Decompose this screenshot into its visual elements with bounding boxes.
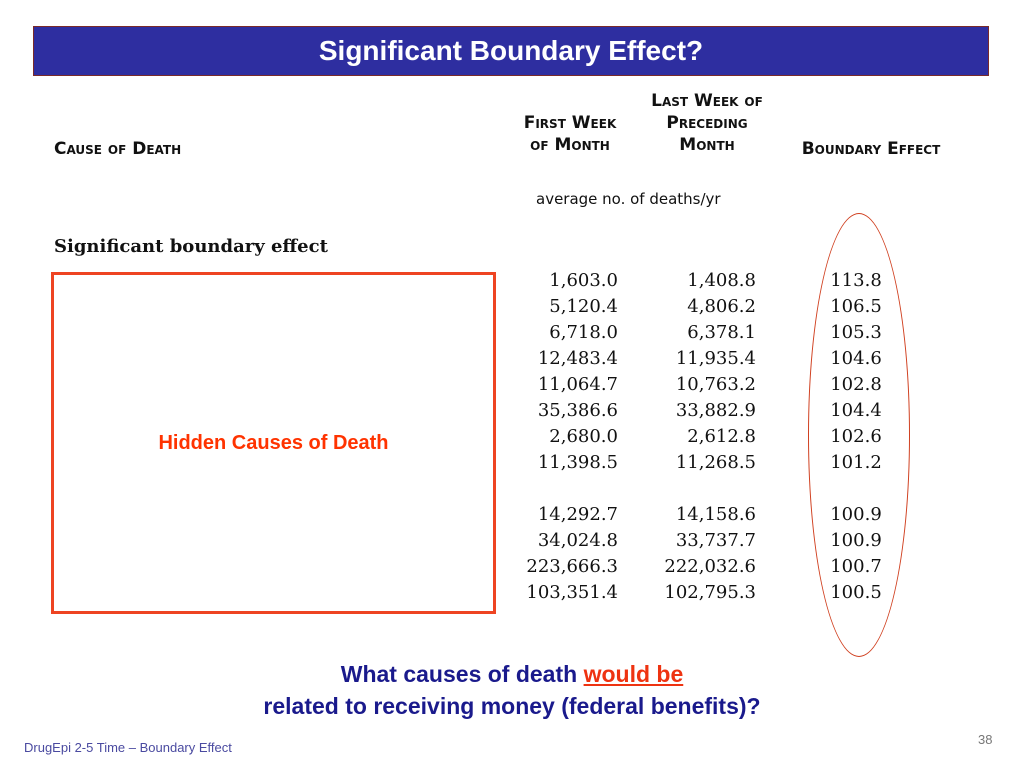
- header-boundary-effect: [786, 138, 956, 160]
- header-last-line2: Preceding: [666, 113, 748, 133]
- effect-value: 105.3: [830, 322, 882, 343]
- last-value: 33,737.7: [675, 530, 756, 551]
- effect-value: 100.7: [830, 556, 882, 577]
- question-emphasis: would be: [583, 661, 684, 687]
- section-label: Significant boundary effect: [54, 236, 328, 257]
- first-value: 223,666.3: [526, 556, 618, 577]
- boundary-effect-highlight-ellipse: [808, 213, 910, 657]
- slide-footer: DrugEpi 2-5 Time – Boundary Effect: [24, 740, 232, 755]
- last-week-column: [630, 268, 756, 606]
- row-gap: [490, 476, 618, 502]
- first-value: 34,024.8: [537, 530, 618, 551]
- effect-value: 104.4: [830, 400, 882, 421]
- last-value: 4,806.2: [687, 296, 756, 317]
- last-value: 11,935.4: [675, 348, 756, 369]
- last-value: 11,268.5: [675, 452, 756, 473]
- first-value: 103,351.4: [526, 582, 618, 603]
- last-value: 2,612.8: [687, 426, 756, 447]
- effect-value: 100.9: [830, 504, 882, 525]
- hidden-causes-box: [51, 272, 496, 614]
- question-line1-prefix: What causes of death: [340, 661, 584, 687]
- effect-value: 100.5: [830, 582, 882, 603]
- question-line1: [0, 658, 1024, 690]
- effect-value: 104.6: [830, 348, 882, 369]
- header-last-line3: Month: [679, 135, 735, 155]
- last-value: 102,795.3: [664, 582, 756, 603]
- last-value: 14,158.6: [675, 504, 756, 525]
- effect-value: 101.2: [830, 452, 882, 473]
- row-gap: [630, 476, 756, 502]
- header-cause-label: Cause of Death: [54, 139, 182, 159]
- effect-value: 102.6: [830, 426, 882, 447]
- first-value: 5,120.4: [549, 296, 618, 317]
- header-last-week: [636, 90, 778, 156]
- first-value: 14,292.7: [537, 504, 618, 525]
- first-value: 35,386.6: [537, 400, 618, 421]
- effect-value: 100.9: [830, 530, 882, 551]
- header-first-line2: of Month: [530, 135, 610, 155]
- title-bar: [33, 26, 989, 76]
- last-value: 33,882.9: [675, 400, 756, 421]
- header-first-week: [500, 112, 640, 156]
- question-text: [0, 658, 1024, 722]
- header-last-line1: Last Week of: [651, 91, 763, 111]
- header-first-line1: First Week: [523, 113, 617, 133]
- first-week-column: [490, 268, 618, 606]
- header-effect-label: Boundary Effect: [801, 139, 941, 159]
- first-value: 6,718.0: [549, 322, 618, 343]
- first-value: 11,064.7: [537, 374, 618, 395]
- slide-number: 38: [978, 732, 993, 747]
- slide-title: Significant Boundary Effect?: [318, 35, 704, 66]
- first-value: 1,603.0: [549, 270, 618, 291]
- last-value: 222,032.6: [664, 556, 756, 577]
- last-value: 6,378.1: [687, 322, 756, 343]
- last-value: 10,763.2: [675, 374, 756, 395]
- last-value: 1,408.8: [687, 270, 756, 291]
- hidden-causes-label: Hidden Causes of Death: [158, 431, 389, 454]
- first-value: 2,680.0: [549, 426, 618, 447]
- question-line2: related to receiving money (federal benefits)?: [263, 693, 761, 719]
- header-cause: [54, 138, 181, 160]
- first-value: 12,483.4: [537, 348, 618, 369]
- units-label: average no. of deaths/yr: [536, 190, 721, 208]
- effect-value: 102.8: [830, 374, 882, 395]
- effect-value: 113.8: [830, 270, 882, 291]
- effect-value: 106.5: [830, 296, 882, 317]
- first-value: 11,398.5: [537, 452, 618, 473]
